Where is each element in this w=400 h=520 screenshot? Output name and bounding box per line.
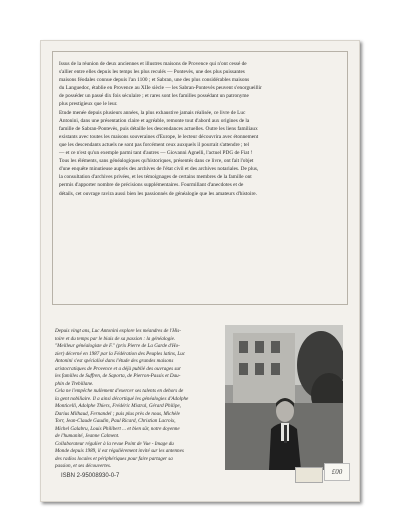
- author-biography: [55, 328, 213, 471]
- bio-line: des radios locales et périphériques pour faire partager sa: [55, 455, 173, 462]
- description-line: famille de Sabran-Pontevès, puis détaille les descendances actuelles. Outre les liens familiaux: [59, 125, 258, 132]
- text-frame: [52, 51, 348, 305]
- description-line: existants avec toutes les maisons souveraines d'Europe, le lecteur découvrira avec étonnement: [59, 133, 259, 140]
- bio-line: Antonini s'est spécialisé dans l'étude des grandes maisons: [55, 358, 174, 364]
- description-line: — et ce n'est qu'un exemple parmi tant d'autres — Giovanni Agnelli, l'actuel PDG de Fiat !: [59, 150, 253, 157]
- bio-line: Monde depuis 1989, il est régulièrement invité sur les antennes: [55, 448, 184, 454]
- isbn: ISBN 2-95008930-0-7: [61, 473, 120, 479]
- bio-line: aristocratiques de Provence et a déjà publié des ouvrages sur: [55, 365, 181, 372]
- description-line: du Languedoc, établie en Provence au XIIe siècle — les Sabran-Pontevès peuvent s'enorgueillir: [59, 85, 262, 92]
- author-photo: [225, 325, 343, 470]
- description-line: Tous les éléments, sans généalogiques qu'historiques, présentés dans ce livre, ont fait l'objet: [59, 158, 254, 165]
- bio-line: Depuis vingt ans, Luc Antonini explore les méandres de l'His-: [55, 328, 181, 334]
- description-line: la consultation d'archives privées, et les témoignages de certains membres de la famille ont: [59, 174, 252, 181]
- book-back-cover: [40, 40, 360, 502]
- description-line: détails, cet ouvrage ravira aussi bien les passionnés de généalogie que les amateurs d'histoire.: [59, 190, 257, 197]
- price-stamp: £00: [324, 463, 350, 481]
- description-line: d'une enquête minutieuse auprès des archives de l'état civil et des archives notariales. De plus,: [59, 166, 259, 173]
- bio-line: la gent nobiliaire. Il a ainsi décortiqué les généalogies d'Adolphe: [55, 395, 189, 402]
- bio-line: phin de Trebillane.: [55, 380, 94, 387]
- bio-line: Darius Milhaud, Fernandel ; puis plus près de nous, Michèle: [55, 410, 180, 417]
- bio-line: Cela ne l'empêche nullement d'exercer ses talents en dehors de: [55, 388, 184, 394]
- author-photo-image: [225, 325, 343, 470]
- bio-line: toire et du temps par le biais de sa passion : la généalogie.: [55, 335, 176, 342]
- description-line: permis d'apporter nombre de précisions supplémentaires. Fourmillant d'anecdotes et de: [59, 182, 244, 189]
- description-line: Etude menée depuis plusieurs années, la plus exhaustive jamais réalisée, ce livre de Luc: [59, 109, 246, 116]
- main-description: [59, 60, 343, 198]
- description-line: maisons féodales connue depuis l'an 1100 ; et Sabran, une des plus considérables maisons: [59, 77, 250, 84]
- description-line: Antonini, dans une présentation claire et agréable, remonte tout d'abord aux origines de la: [59, 117, 250, 124]
- barcode-sticker: [295, 467, 323, 483]
- bio-line: "Meilleur généalogiste de F." (prix Pierre de La Garde d'Ho-: [55, 343, 180, 349]
- bio-line: passion, et ses découvertes.: [55, 463, 112, 469]
- bio-line: Monticelli, Adolphe Thiers, Frédéric Mistral, Gérard Philipe,: [55, 403, 181, 409]
- description-line: s'allier entre elles depuis les temps les plus reculés — Pontevès, une des plus puissantes: [59, 69, 245, 76]
- description-line: Issus de la réunion de deux anciennes et illustres maisons de Provence qui n'ont cessé de: [59, 61, 247, 67]
- bio-line: Torr, Jean-Claude Gaudin, Paul Ricard, Christian Lacroix,: [55, 418, 176, 424]
- bio-line: de l'humanité, Jeanne Calment.: [55, 433, 120, 439]
- bio-line: zier) décerné en 1987 par la Fédération des Peuples latins, Luc: [55, 350, 186, 357]
- description-line: de posséder un passé dix fois séculaire ; et rares sont les familles possédant un patronyme: [59, 93, 249, 100]
- bio-line: les familles de Suffren, de Saporta, de Pierron-Passis et Dau-: [55, 373, 181, 379]
- description-line: que les descendants actuels ne sont pas forcément ceux auxquels il pourrait s'attendre ; tel: [59, 141, 250, 148]
- bio-line: Collaborateur régulier à la revue Point de Vue - Image du: [55, 440, 174, 447]
- description-line: plus prestigieux que le leur.: [59, 101, 118, 108]
- bio-line: Michel Galabru, Louis Philibert ... et bien sûr, notre doyenne: [55, 425, 180, 432]
